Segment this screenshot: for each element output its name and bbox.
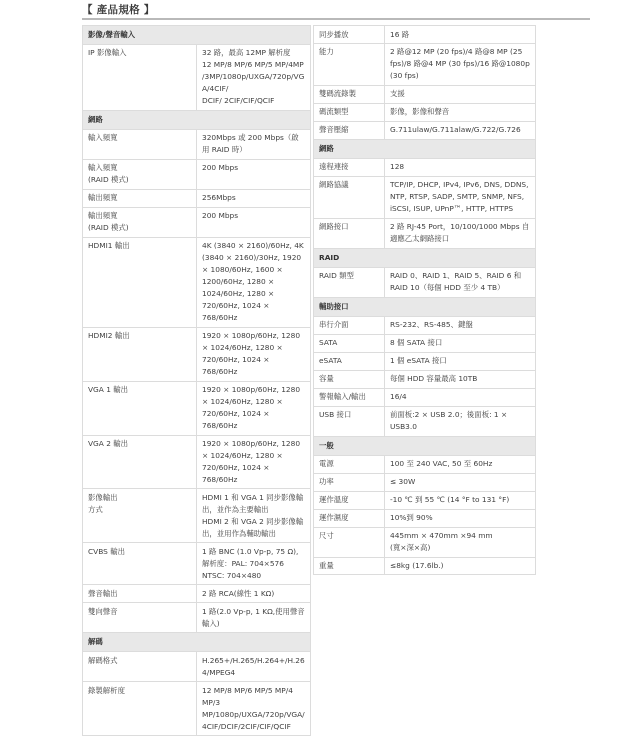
spec-row bbox=[314, 473, 536, 491]
spec-section-label: 影像/聲音輸入 bbox=[83, 26, 311, 45]
spec-key: 網路協議 bbox=[314, 176, 385, 218]
spec-row bbox=[314, 527, 536, 557]
spec-value: 4K (3840 × 2160)/60Hz, 4K (3840 × 2160)/30Hz, 1920 × 1080/60Hz, 1600 × 1200/60Hz, 1280 × 1024/60Hz, 1280 × 720/60Hz, 1024 × 768/60Hz bbox=[197, 237, 311, 327]
spec-key: 網路接口 bbox=[314, 218, 385, 248]
spec-row bbox=[314, 121, 536, 139]
spec-row bbox=[314, 491, 536, 509]
spec-row bbox=[314, 509, 536, 527]
page-title: 【 產品規格 】 bbox=[82, 4, 155, 16]
spec-key: IP 影像輸入 bbox=[83, 44, 197, 110]
spec-key: 串行介面 bbox=[314, 316, 385, 334]
spec-row bbox=[83, 435, 311, 489]
spec-row bbox=[314, 158, 536, 176]
left-spec-column bbox=[82, 25, 311, 736]
spec-key: 容量 bbox=[314, 370, 385, 388]
spec-value: 128 bbox=[385, 158, 536, 176]
spec-section-label: 網路 bbox=[83, 110, 311, 129]
spec-section-label: 一般 bbox=[314, 436, 536, 455]
spec-row bbox=[83, 44, 311, 110]
spec-value: RAID 0、RAID 1、RAID 5、RAID 6 和 RAID 10（每個 HDD 至少 4 TB） bbox=[385, 267, 536, 297]
spec-key: 雙碼流錄製 bbox=[314, 85, 385, 103]
right-spec-table bbox=[313, 25, 536, 575]
spec-section-label: RAID bbox=[314, 248, 536, 267]
spec-key: 功率 bbox=[314, 473, 385, 491]
spec-row bbox=[314, 218, 536, 248]
spec-row bbox=[314, 85, 536, 103]
spec-value: 2 路@12 MP (20 fps)/4 路@8 MP (25 fps)/8 路@4 MP (30 fps)/16 路@1080p (30 fps) bbox=[385, 43, 536, 85]
spec-section-header bbox=[83, 633, 311, 652]
spec-key: eSATA bbox=[314, 352, 385, 370]
spec-key: 解碼格式 bbox=[83, 652, 197, 682]
spec-section-header bbox=[314, 297, 536, 316]
spec-value: ≤8kg (17.6lb.) bbox=[385, 557, 536, 575]
spec-key: HDMI1 輸出 bbox=[83, 237, 197, 327]
spec-row bbox=[83, 129, 311, 159]
spec-value: 2 路 RCA(線性 1 KΩ) bbox=[197, 585, 311, 603]
spec-value: 8 個 SATA 接口 bbox=[385, 334, 536, 352]
spec-row bbox=[314, 267, 536, 297]
spec-key: CVBS 輸出 bbox=[83, 543, 197, 585]
spec-value: 10%到 90% bbox=[385, 509, 536, 527]
spec-section-header bbox=[314, 436, 536, 455]
spec-section-header bbox=[83, 110, 311, 129]
spec-row bbox=[83, 327, 311, 381]
spec-value: 1920 × 1080p/60Hz, 1280 × 1024/60Hz, 1280 × 720/60Hz, 1024 × 768/60Hz bbox=[197, 435, 311, 489]
left-spec-table-body bbox=[83, 26, 311, 736]
right-spec-table-body bbox=[314, 26, 536, 575]
spec-value: 1920 × 1080p/60Hz, 1280 × 1024/60Hz, 1280 × 720/60Hz, 1024 × 768/60Hz bbox=[197, 327, 311, 381]
spec-row bbox=[83, 159, 311, 189]
spec-row bbox=[83, 189, 311, 207]
spec-value: ≤ 30W bbox=[385, 473, 536, 491]
title-divider bbox=[82, 18, 590, 20]
spec-row bbox=[314, 26, 536, 44]
spec-key: 警報輸入/輸出 bbox=[314, 388, 385, 406]
spec-value: 32 路，最高 12MP 解析度 12 MP/8 MP/6 MP/5 MP/4MP /3MP/1080p/UXGA/720p/VGA/4CIF/ DCIF/ 2CIF/CIF/QCIF bbox=[197, 44, 311, 110]
spec-key: 碼流類型 bbox=[314, 103, 385, 121]
spec-key: 聲音壓縮 bbox=[314, 121, 385, 139]
spec-key: 同步播放 bbox=[314, 26, 385, 44]
spec-key: 雙向聲音 bbox=[83, 603, 197, 633]
spec-value: 前面板:2 × USB 2.0；後面板: 1 × USB3.0 bbox=[385, 406, 536, 436]
spec-row bbox=[83, 543, 311, 585]
spec-value: 256Mbps bbox=[197, 189, 311, 207]
spec-section-header bbox=[83, 26, 311, 45]
spec-value: 12 MP/8 MP/6 MP/5 MP/4 MP/3 MP/1080p/UXGA/720p/VGA/4CIF/DCIF/2CIF/CIF/QCIF bbox=[197, 682, 311, 736]
spec-key: 輸入頻寬 bbox=[83, 129, 197, 159]
spec-key: 遠程連接 bbox=[314, 158, 385, 176]
spec-key: 聲音輸出 bbox=[83, 585, 197, 603]
spec-row bbox=[83, 237, 311, 327]
spec-row bbox=[314, 334, 536, 352]
spec-key: RAID 類型 bbox=[314, 267, 385, 297]
spec-key: SATA bbox=[314, 334, 385, 352]
spec-key: 運作溫度 bbox=[314, 491, 385, 509]
spec-key: 尺寸 bbox=[314, 527, 385, 557]
spec-key: 影像輸出 方式 bbox=[83, 489, 197, 543]
spec-key: 輸出頻寬 (RAID 模式) bbox=[83, 207, 197, 237]
spec-value: 2 路 RJ-45 Port，10/100/1000 Mbps 自適應乙太網路接口 bbox=[385, 218, 536, 248]
spec-value: RS-232、RS-485、鍵盤 bbox=[385, 316, 536, 334]
spec-section-label: 網路 bbox=[314, 139, 536, 158]
spec-key: HDMI2 輸出 bbox=[83, 327, 197, 381]
spec-row bbox=[314, 455, 536, 473]
spec-key: 運作濕度 bbox=[314, 509, 385, 527]
spec-section-label: 解碼 bbox=[83, 633, 311, 652]
spec-row bbox=[314, 103, 536, 121]
spec-row bbox=[314, 370, 536, 388]
spec-value: 200 Mbps bbox=[197, 159, 311, 189]
spec-row bbox=[314, 352, 536, 370]
spec-row bbox=[83, 603, 311, 633]
spec-row bbox=[314, 316, 536, 334]
spec-row bbox=[314, 557, 536, 575]
spec-row bbox=[83, 585, 311, 603]
spec-row bbox=[83, 489, 311, 543]
spec-value: G.711ulaw/G.711alaw/G.722/G.726 bbox=[385, 121, 536, 139]
spec-row bbox=[314, 176, 536, 218]
spec-key: 輸入頻寬 (RAID 模式) bbox=[83, 159, 197, 189]
spec-value: 1 個 eSATA 接口 bbox=[385, 352, 536, 370]
spec-key: 輸出頻寬 bbox=[83, 189, 197, 207]
spec-value: 每個 HDD 容量最高 10TB bbox=[385, 370, 536, 388]
spec-key: 能力 bbox=[314, 43, 385, 85]
left-spec-table bbox=[82, 25, 311, 736]
spec-value: H.265+/H.265/H.264+/H.264/MPEG4 bbox=[197, 652, 311, 682]
spec-value: -10 ℃ 到 55 ℃ (14 °F to 131 °F) bbox=[385, 491, 536, 509]
spec-value: HDMI 1 和 VGA 1 同步影像輸出，並作為主要輸出 HDMI 2 和 VGA 2 同步影像輸出，並用作為輔助輸出 bbox=[197, 489, 311, 543]
spec-key: 重量 bbox=[314, 557, 385, 575]
spec-row bbox=[83, 652, 311, 682]
spec-section-label: 輔助接口 bbox=[314, 297, 536, 316]
spec-value: 200 Mbps bbox=[197, 207, 311, 237]
spec-row bbox=[314, 406, 536, 436]
spec-key: VGA 1 輸出 bbox=[83, 381, 197, 435]
spec-value: 100 至 240 VAC, 50 至 60Hz bbox=[385, 455, 536, 473]
spec-value: 16 路 bbox=[385, 26, 536, 44]
spec-value: 1920 × 1080p/60Hz, 1280 × 1024/60Hz, 1280 × 720/60Hz, 1024 × 768/60Hz bbox=[197, 381, 311, 435]
spec-value: 影像，影像和聲音 bbox=[385, 103, 536, 121]
spec-value: TCP/IP, DHCP, IPv4, IPv6, DNS, DDNS, NTP, RTSP, SADP, SMTP, SNMP, NFS, iSCSI, ISUP, UPnP™, HTTP, HTTPS bbox=[385, 176, 536, 218]
spec-value: 320Mbps 或 200 Mbps（啟用 RAID 時） bbox=[197, 129, 311, 159]
spec-key: USB 接口 bbox=[314, 406, 385, 436]
spec-section-header bbox=[314, 248, 536, 267]
spec-value: 445mm × 470mm ×94 mm (寬×深×高) bbox=[385, 527, 536, 557]
spec-row bbox=[314, 43, 536, 85]
spec-row bbox=[83, 381, 311, 435]
spec-value: 1 路 BNC (1.0 Vp-p, 75 Ω), 解析度：PAL: 704×576 NTSC: 704×480 bbox=[197, 543, 311, 585]
spec-section-header bbox=[314, 139, 536, 158]
spec-key: 錄製解析度 bbox=[83, 682, 197, 736]
spec-value: 16/4 bbox=[385, 388, 536, 406]
spec-key: 電源 bbox=[314, 455, 385, 473]
spec-row bbox=[83, 207, 311, 237]
spec-key: VGA 2 輸出 bbox=[83, 435, 197, 489]
spec-value: 1 路(2.0 Vp-p, 1 KΩ,使用聲音輸入) bbox=[197, 603, 311, 633]
spec-value: 支援 bbox=[385, 85, 536, 103]
spec-row bbox=[83, 682, 311, 736]
spec-row bbox=[314, 388, 536, 406]
right-spec-column bbox=[313, 25, 536, 575]
